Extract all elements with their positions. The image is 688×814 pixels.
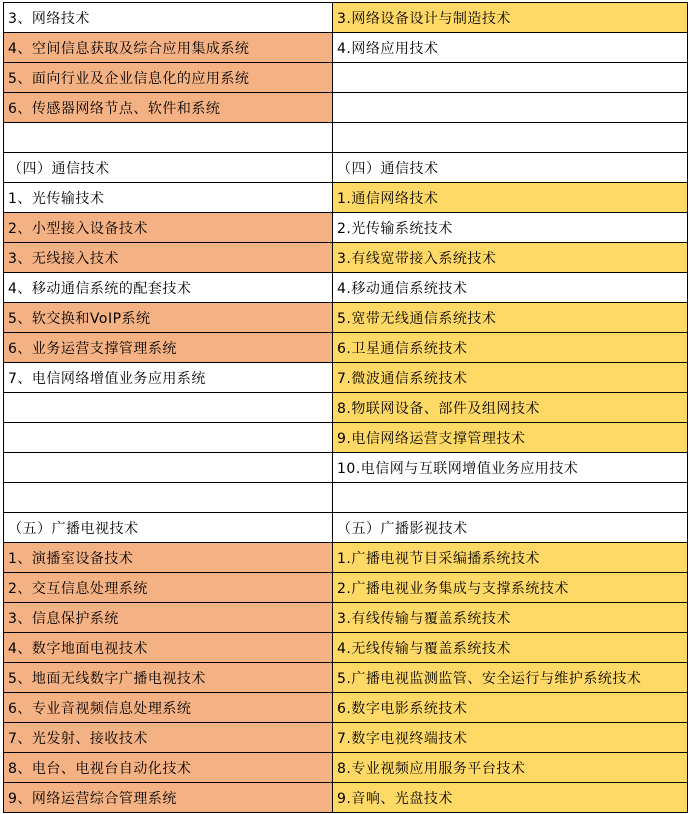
table-row — [4, 123, 688, 153]
table-row — [4, 753, 688, 783]
table-row — [4, 93, 688, 123]
left-cell[interactable]: 5、地面无线数字广播电视技术 — [4, 663, 333, 693]
right-cell[interactable]: 2.广播电视业务集成与支撑系统技术 — [333, 573, 688, 603]
table-row — [4, 483, 688, 513]
right-cell[interactable]: （四）通信技术 — [333, 153, 688, 183]
right-cell[interactable]: 4.移动通信系统技术 — [333, 273, 688, 303]
left-cell[interactable] — [4, 123, 333, 153]
comparison-table — [3, 2, 688, 813]
left-cell[interactable]: 8、电台、电视台自动化技术 — [4, 753, 333, 783]
left-cell[interactable]: 5、软交换和VoIP系统 — [4, 303, 333, 333]
left-cell[interactable]: 2、交互信息处理系统 — [4, 573, 333, 603]
table-row — [4, 3, 688, 33]
left-cell[interactable]: 6、专业音视频信息处理系统 — [4, 693, 333, 723]
table-row — [4, 243, 688, 273]
right-cell[interactable]: 1.广播电视节目采编播系统技术 — [333, 543, 688, 573]
right-cell[interactable]: 2.光传输系统技术 — [333, 213, 688, 243]
right-cell[interactable]: 3.网络设备设计与制造技术 — [333, 3, 688, 33]
table-row — [4, 153, 688, 183]
left-cell[interactable]: 3、信息保护系统 — [4, 603, 333, 633]
right-cell[interactable]: 3.有线宽带接入系统技术 — [333, 243, 688, 273]
table-row — [4, 603, 688, 633]
right-cell[interactable] — [333, 63, 688, 93]
table-row — [4, 273, 688, 303]
table-row — [4, 213, 688, 243]
left-cell[interactable]: 7、电信网络增值业务应用系统 — [4, 363, 333, 393]
left-cell[interactable]: 6、传感器网络节点、软件和系统 — [4, 93, 333, 123]
table-row — [4, 363, 688, 393]
right-cell[interactable]: 9.电信网络运营支撑管理技术 — [333, 423, 688, 453]
left-cell[interactable]: 4、空间信息获取及综合应用集成系统 — [4, 33, 333, 63]
right-cell[interactable]: 8.专业视频应用服务平台技术 — [333, 753, 688, 783]
left-cell[interactable]: 9、网络运营综合管理系统 — [4, 783, 333, 813]
left-cell[interactable]: （四）通信技术 — [4, 153, 333, 183]
right-cell[interactable] — [333, 93, 688, 123]
left-cell[interactable]: 1、演播室设备技术 — [4, 543, 333, 573]
left-cell[interactable]: 5、面向行业及企业信息化的应用系统 — [4, 63, 333, 93]
left-cell[interactable]: 2、小型接入设备技术 — [4, 213, 333, 243]
right-cell[interactable]: 3.有线传输与覆盖系统技术 — [333, 603, 688, 633]
right-cell[interactable]: 4.无线传输与覆盖系统技术 — [333, 633, 688, 663]
table-row — [4, 783, 688, 813]
left-cell[interactable]: 4、数字地面电视技术 — [4, 633, 333, 663]
left-cell[interactable]: 7、光发射、接收技术 — [4, 723, 333, 753]
right-cell[interactable]: 5.广播电视监测监管、安全运行与维护系统技术 — [333, 663, 688, 693]
left-cell[interactable]: 4、移动通信系统的配套技术 — [4, 273, 333, 303]
left-cell[interactable]: 1、光传输技术 — [4, 183, 333, 213]
table-row — [4, 393, 688, 423]
table-row — [4, 543, 688, 573]
right-cell[interactable] — [333, 123, 688, 153]
table-row — [4, 183, 688, 213]
right-cell[interactable]: 8.物联网设备、部件及组网技术 — [333, 393, 688, 423]
left-cell[interactable] — [4, 453, 333, 483]
right-cell[interactable]: 7.微波通信系统技术 — [333, 363, 688, 393]
left-cell[interactable] — [4, 483, 333, 513]
table-row — [4, 723, 688, 753]
left-cell[interactable]: 6、业务运营支撑管理系统 — [4, 333, 333, 363]
table-body — [4, 3, 688, 813]
table-row — [4, 33, 688, 63]
right-cell[interactable]: 6.数字电影系统技术 — [333, 693, 688, 723]
table-row — [4, 303, 688, 333]
table-row — [4, 693, 688, 723]
right-cell[interactable]: 10.电信网与互联网增值业务应用技术 — [333, 453, 688, 483]
left-cell[interactable] — [4, 393, 333, 423]
right-cell[interactable]: 9.音响、光盘技术 — [333, 783, 688, 813]
left-cell[interactable]: 3、无线接入技术 — [4, 243, 333, 273]
right-cell[interactable]: （五）广播影视技术 — [333, 513, 688, 543]
table-row — [4, 453, 688, 483]
left-cell[interactable]: 3、网络技术 — [4, 3, 333, 33]
table-row — [4, 333, 688, 363]
table-row — [4, 663, 688, 693]
right-cell[interactable]: 6.卫星通信系统技术 — [333, 333, 688, 363]
right-cell[interactable]: 1.通信网络技术 — [333, 183, 688, 213]
table-row — [4, 573, 688, 603]
right-cell[interactable]: 5.宽带无线通信系统技术 — [333, 303, 688, 333]
left-cell[interactable]: （五）广播电视技术 — [4, 513, 333, 543]
table-row — [4, 423, 688, 453]
right-cell[interactable]: 4.网络应用技术 — [333, 33, 688, 63]
left-cell[interactable] — [4, 423, 333, 453]
table-row — [4, 63, 688, 93]
right-cell[interactable] — [333, 483, 688, 513]
right-cell[interactable]: 7.数字电视终端技术 — [333, 723, 688, 753]
table-row — [4, 633, 688, 663]
table-row — [4, 513, 688, 543]
